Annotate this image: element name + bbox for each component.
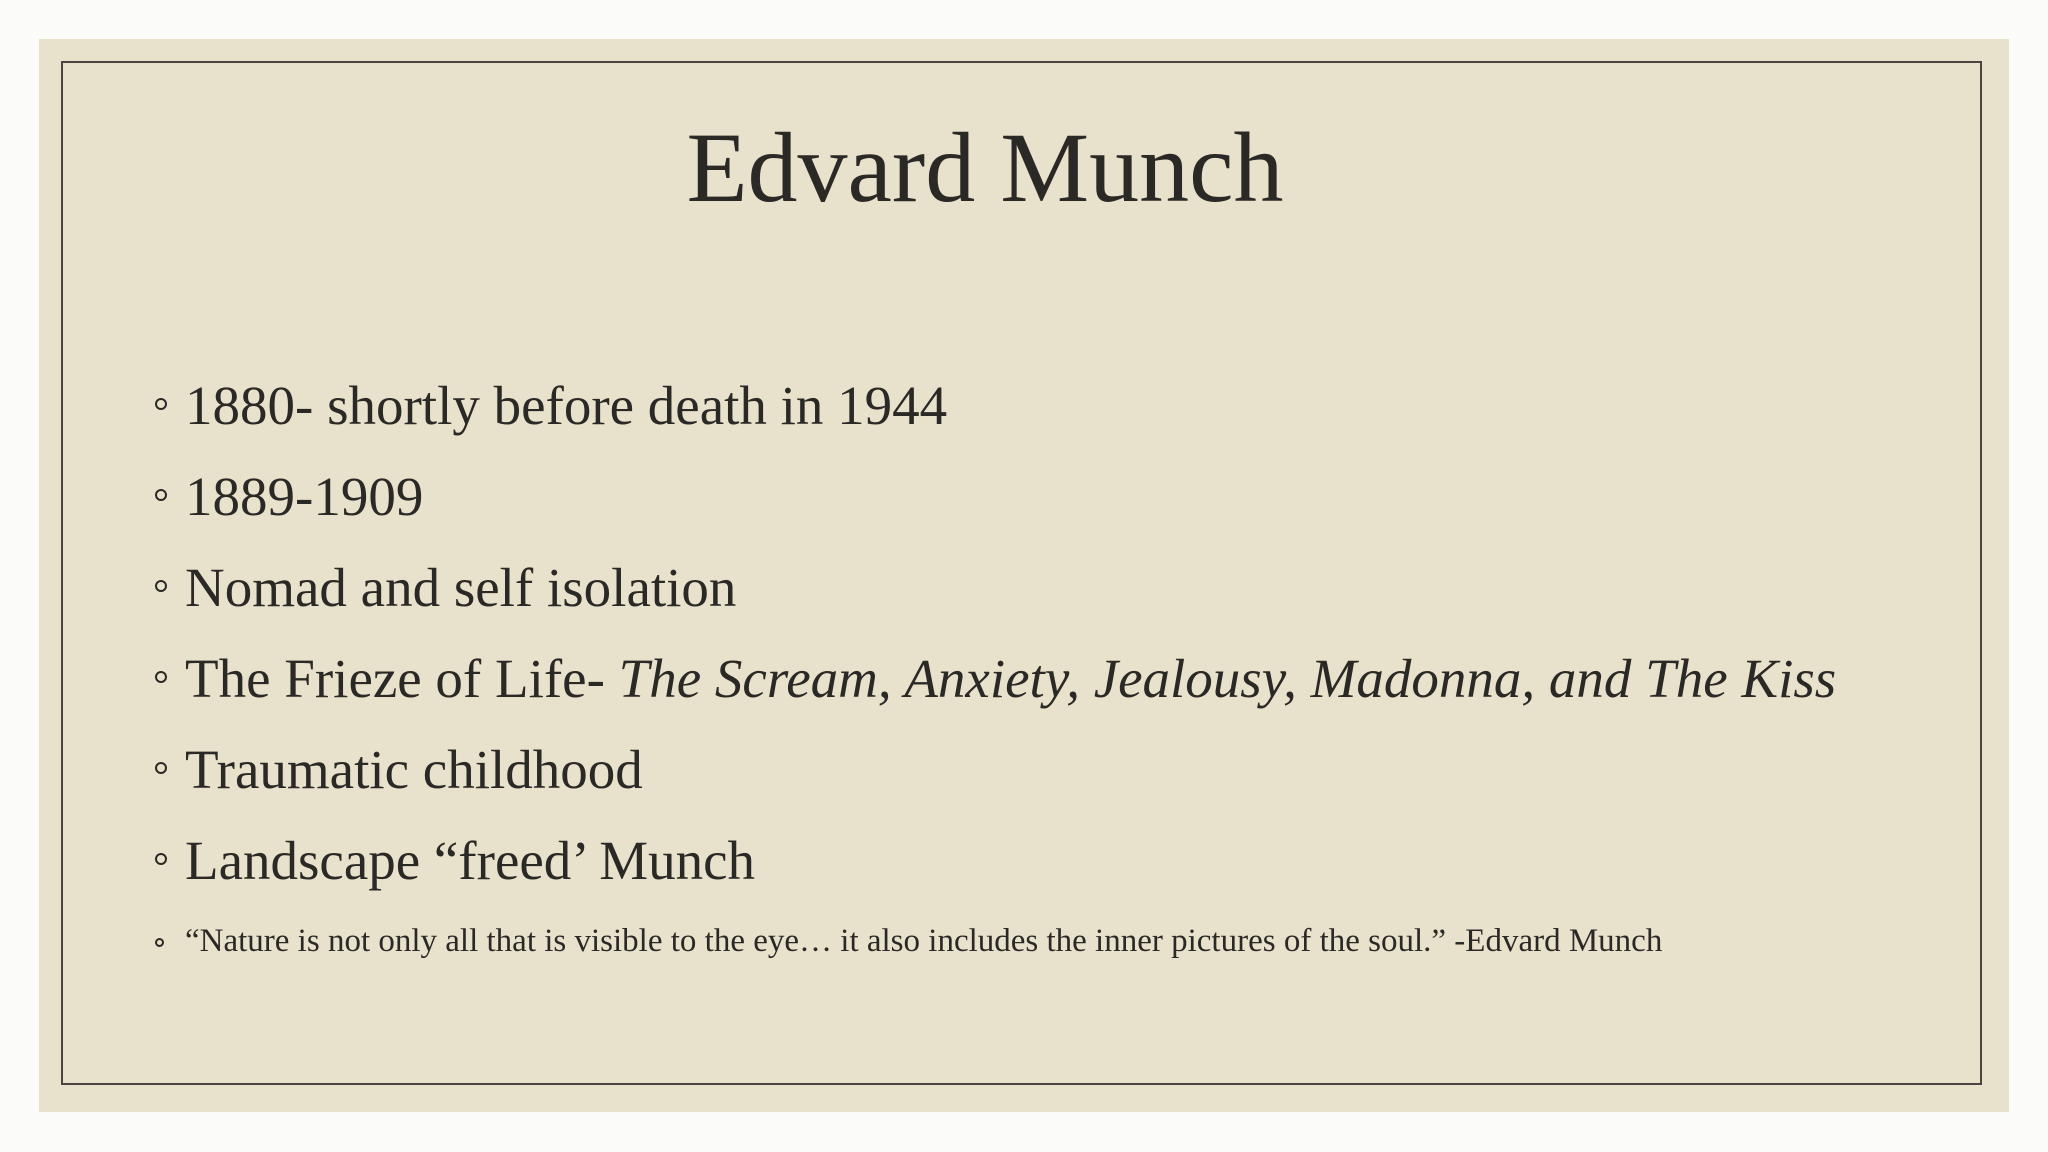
bullet-item <box>155 815 1875 906</box>
bullet-item <box>155 360 1875 451</box>
bullet-circle-icon <box>155 671 167 683</box>
bullet-item <box>155 633 1875 724</box>
bullet-circle-icon <box>155 580 167 592</box>
bullet-circle-icon <box>155 489 167 501</box>
bullet-text: Traumatic childhood <box>185 739 643 800</box>
bullet-circle-icon <box>155 762 167 774</box>
bullet-italic-works: The Scream, Anxiety, Jealousy, Madonna, and The Kiss <box>618 648 1837 709</box>
bullet-text: The Frieze of Life- <box>185 648 619 709</box>
bullet-circle-icon <box>155 938 164 947</box>
bullet-text: 1880- shortly before death in 1944 <box>185 375 948 436</box>
bullet-item <box>155 542 1875 633</box>
bullet-item <box>155 451 1875 542</box>
slide-title: Edvard Munch <box>686 112 1284 223</box>
bullet-item <box>155 724 1875 815</box>
bullet-text: Landscape “freed’ Munch <box>185 830 756 891</box>
bullet-circle-icon <box>155 398 167 410</box>
quote-text: “Nature is not only all that is visible to the eye… it also includes the inner pictures of the soul.” -Edvard Munch <box>185 923 1663 959</box>
bullet-list <box>155 360 1875 964</box>
bullet-circle-icon <box>155 853 167 865</box>
quote-item <box>155 918 1875 964</box>
bullet-text: 1889-1909 <box>185 466 424 527</box>
bullet-text: Nomad and self isolation <box>185 557 737 618</box>
